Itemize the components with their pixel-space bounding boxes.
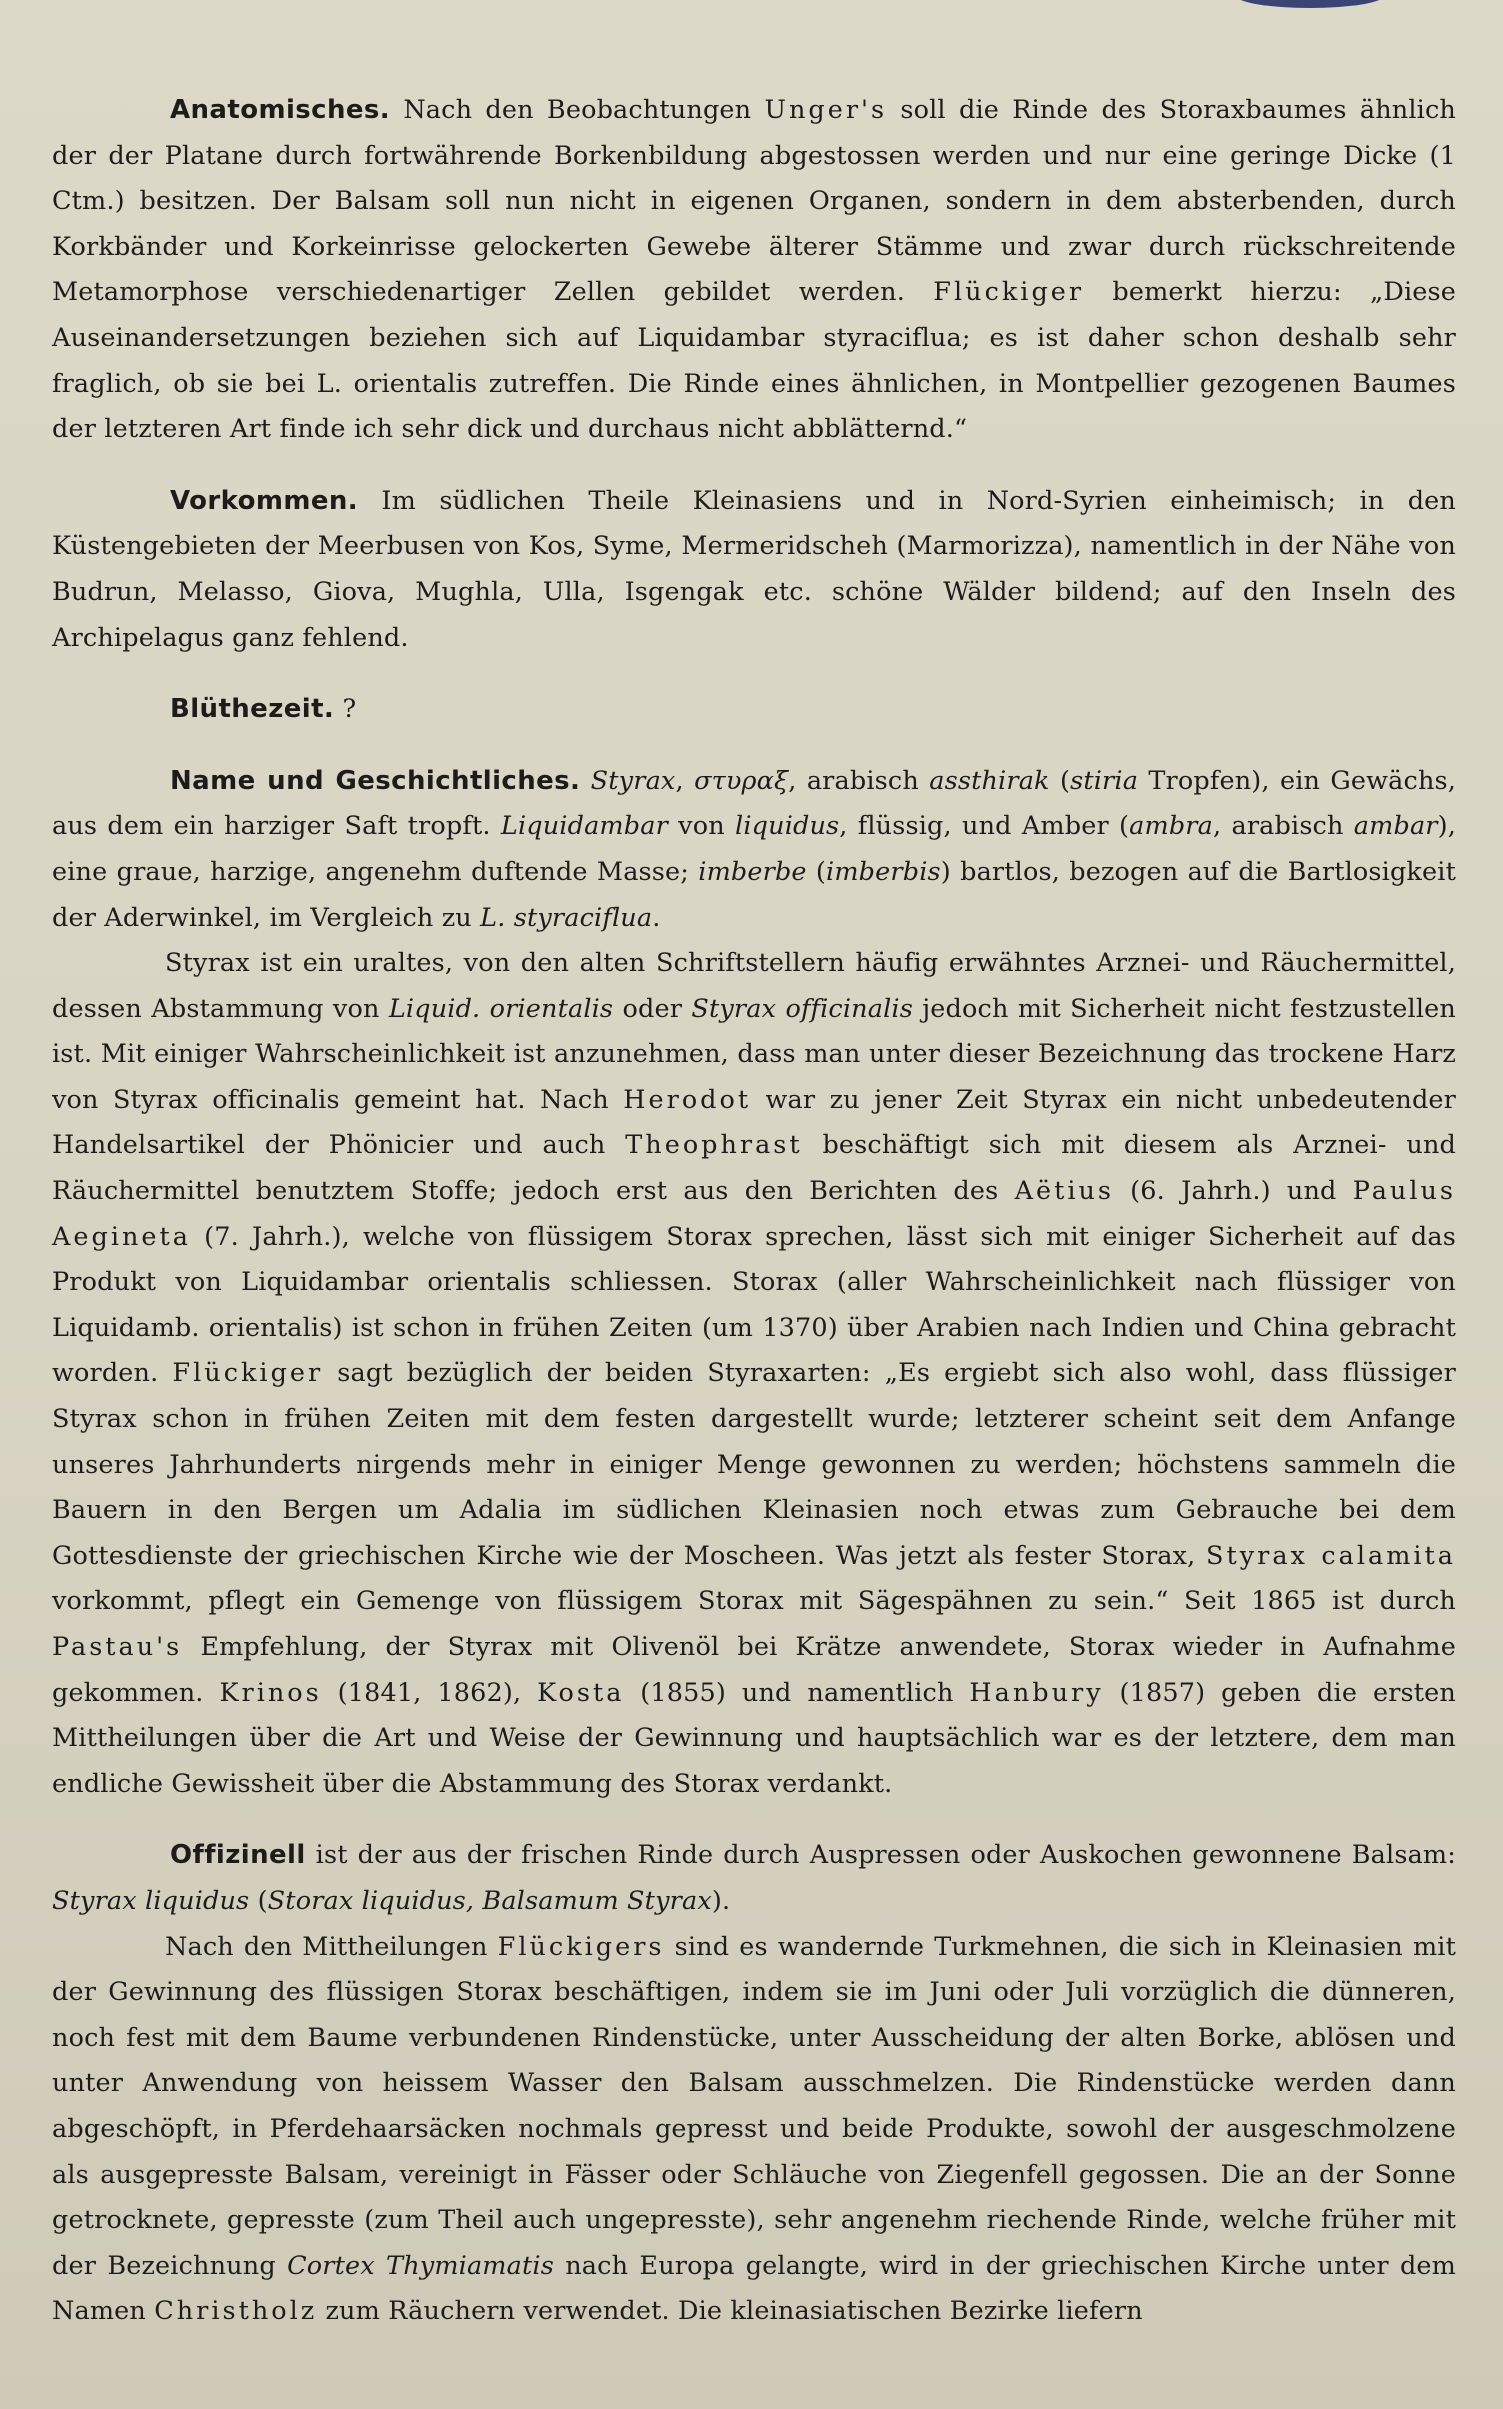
paragraph-name: Name und Geschichtliches. Styrax, στυραξ, arabisch assthirak (stiria Tropfen), ein Gewächs, aus dem ein harziger Saft tropft. Liquidambar von liquidus, flüssig, und Amber (ambra, arabisch ambar), eine graue, harzige, angenehm duftende Masse; imberbe (imberbis) bartlos, bezogen auf die Bartlosigkeit der Aderwinkel, im Vergleich zu L. styraciflua.	[52, 765, 1457, 933]
author-name: Krinos	[219, 1677, 322, 1708]
author-name: Aëtius	[1014, 1176, 1114, 1207]
greek-word: στυραξ	[694, 765, 789, 796]
page-text	[52, 88, 1456, 2335]
term-christholz: Christholz	[154, 2296, 318, 2327]
heading-name: Name und Geschichtliches.	[170, 765, 581, 796]
page-edge-mark	[1235, 0, 1385, 8]
author-name: Paulus Aegineta	[52, 1176, 1456, 1252]
author-name: Theophrast	[625, 1130, 803, 1161]
author-name: Hanbury	[969, 1677, 1104, 1708]
author-name: Unger's	[764, 95, 888, 125]
drug-name: Styrax calamita	[1206, 1540, 1456, 1571]
heading-anatomisches: Anatomisches.	[170, 95, 391, 125]
paragraph-offizinell: Offizinell ist der aus der frischen Rinde durch Auspressen oder Auskochen gewonnene Balsam: Styrax liquidus (Storax liquidus, Balsamum Styrax).	[52, 1840, 1456, 1916]
paragraph-gewinnung: Nach den Mittheilungen Flückigers sind es wandernde Turkmehnen, die sich in Kleinasien mit der Gewinnung des flüssigen Storax beschäftigen, indem sie im Juni oder Juli vorzüglich die dünneren, noch fest mit dem Baume verbundenen Rindenstücke, unter Ausscheidung der alten Borke, ablösen und unter Anwendung von heissem Wasser den Balsam ausschmelzen. Die Rindenstücke werden dann abgeschöpft, in Pferdehaarsäcken nochmals gepresst und beide Produkte, sowohl der ausgeschmolzene als ausgepresste Balsam, vereinigt in Fässer oder Schläuche von Ziegenfell gegossen. Die an der Sonne getrocknete, gepresste (zum Theil auch ungepresste), sehr angenehm riechende Rinde, welche früher mit der Bezeichnung Cortex Thymiamatis nach Europa gelangte, wird in der griechischen Kirche unter dem Namen Christholz zum Räuchern verwendet. Die kleinasiatischen Bezirke liefern	[52, 1931, 1456, 2327]
paragraph-bluethezeit: Blüthezeit. ?	[170, 694, 357, 725]
author-name: Flückiger	[933, 277, 1085, 308]
paragraph-vorkommen: Vorkommen. Im südlichen Theile Kleinasiens und in Nord-Syrien einheimisch; in den Küstengebieten der Meerbusen von Kos, Syme, Mermeridscheh (Marmorizza), namentlich in der Nähe von Budrun, Melasso, Giova, Mughla, Ulla, Isgengak etc. schöne Wälder bildend; auf den Inseln des Archipelagus ganz fehlend.	[52, 485, 1456, 653]
heading-vorkommen: Vorkommen.	[170, 485, 359, 516]
author-name: Herodot	[623, 1084, 752, 1115]
heading-bluethezeit: Blüthezeit.	[170, 694, 335, 725]
author-name: Kosta	[537, 1677, 625, 1708]
paragraph-anatomisches: Anatomisches. Nach den Beobachtungen Unger's soll die Rinde des Storaxbaumes ähnlich der der Platane durch fortwährende Borkenbildung abgestossen werden und nur eine geringe Dicke (1 Ctm.) besitzen. Der Balsam soll nun nicht in eigenen Organen, sondern in dem absterbenden, durch Korkbänder und Korkeinrisse gelockerten Gewebe älterer Stämme und zwar durch rückschreitende Metamorphose verschiedenartiger Zellen gebildet werden. Flückiger bemerkt hierzu: „Diese Auseinandersetzungen beziehen sich auf Liquidambar styraciflua; es ist daher schon deshalb sehr fraglich, ob sie bei L. orientalis zutreffen. Die Rinde eines ähnlichen, in Montpellier gezogenen Baumes der letzteren Art finde ich sehr dick und durchaus nicht abblätternd.“	[52, 95, 1457, 445]
paragraph-styrax-history: Styrax ist ein uraltes, von den alten Schriftstellern häufig erwähntes Arznei- und Räuchermittel, dessen Abstammung von Liquid. orientalis oder Styrax officinalis jedoch mit Sicherheit nicht festzustellen ist. Mit einiger Wahrscheinlichkeit ist anzunehmen, dass man unter dieser Bezeichnung das trockene Harz von Styrax officinalis gemeint hat. Nach Herodot war zu jener Zeit Styrax ein nicht unbedeutender Handelsartikel der Phönicier und auch Theophrast beschäftigt sich mit diesem als Arznei- und Räuchermittel benutztem Stoffe; jedoch erst aus den Berichten des Aëtius (6. Jahrh.) und Paulus Aegineta (7. Jahrh.), welche von flüssigem Storax sprechen, lässt sich mit einiger Sicherheit auf das Produkt von Liquidambar orientalis schliessen. Storax (aller Wahrscheinlichkeit nach flüssiger von Liquidamb. orientalis) ist schon in frühen Zeiten (um 1370) über Arabien nach Indien und China gebracht worden. Flückiger sagt bezüglich der beiden Styraxarten: „Es ergiebt sich also wohl, dass flüssiger Styrax schon in frühen Zeiten mit dem festen dargestellt wurde; letzterer scheint seit dem Anfange unseres Jahrhunderts nirgends mehr in einiger Menge gewonnen zu werden; höchstens sammeln die Bauern in den Bergen um Adalia im südlichen Kleinasien noch etwas zum Gebrauche bei dem Gottesdienste der griechischen Kirche wie der Moscheen. Was jetzt als fester Storax, Styrax calamita vorkommt, pflegt ein Gemenge von flüssigem Storax mit Sägespähnen zu sein.“ Seit 1865 ist durch Pastau's Empfehlung, der Styrax mit Olivenöl bei Krätze anwendete, Storax wieder in Aufnahme gekommen. Krinos (1841, 1862), Kosta (1855) und namentlich Hanbury (1857) geben die ersten Mittheilungen über die Art und Weise der Gewinnung und hauptsächlich war es der letztere, dem man endliche Gewissheit über die Abstammung des Storax verdankt.	[52, 948, 1457, 1799]
author-name: Flückigers	[497, 1931, 665, 1962]
heading-offizinell: Offizinell	[170, 1840, 306, 1871]
author-name: Flückiger	[172, 1358, 324, 1389]
author-name: Pastau's	[52, 1632, 183, 1662]
